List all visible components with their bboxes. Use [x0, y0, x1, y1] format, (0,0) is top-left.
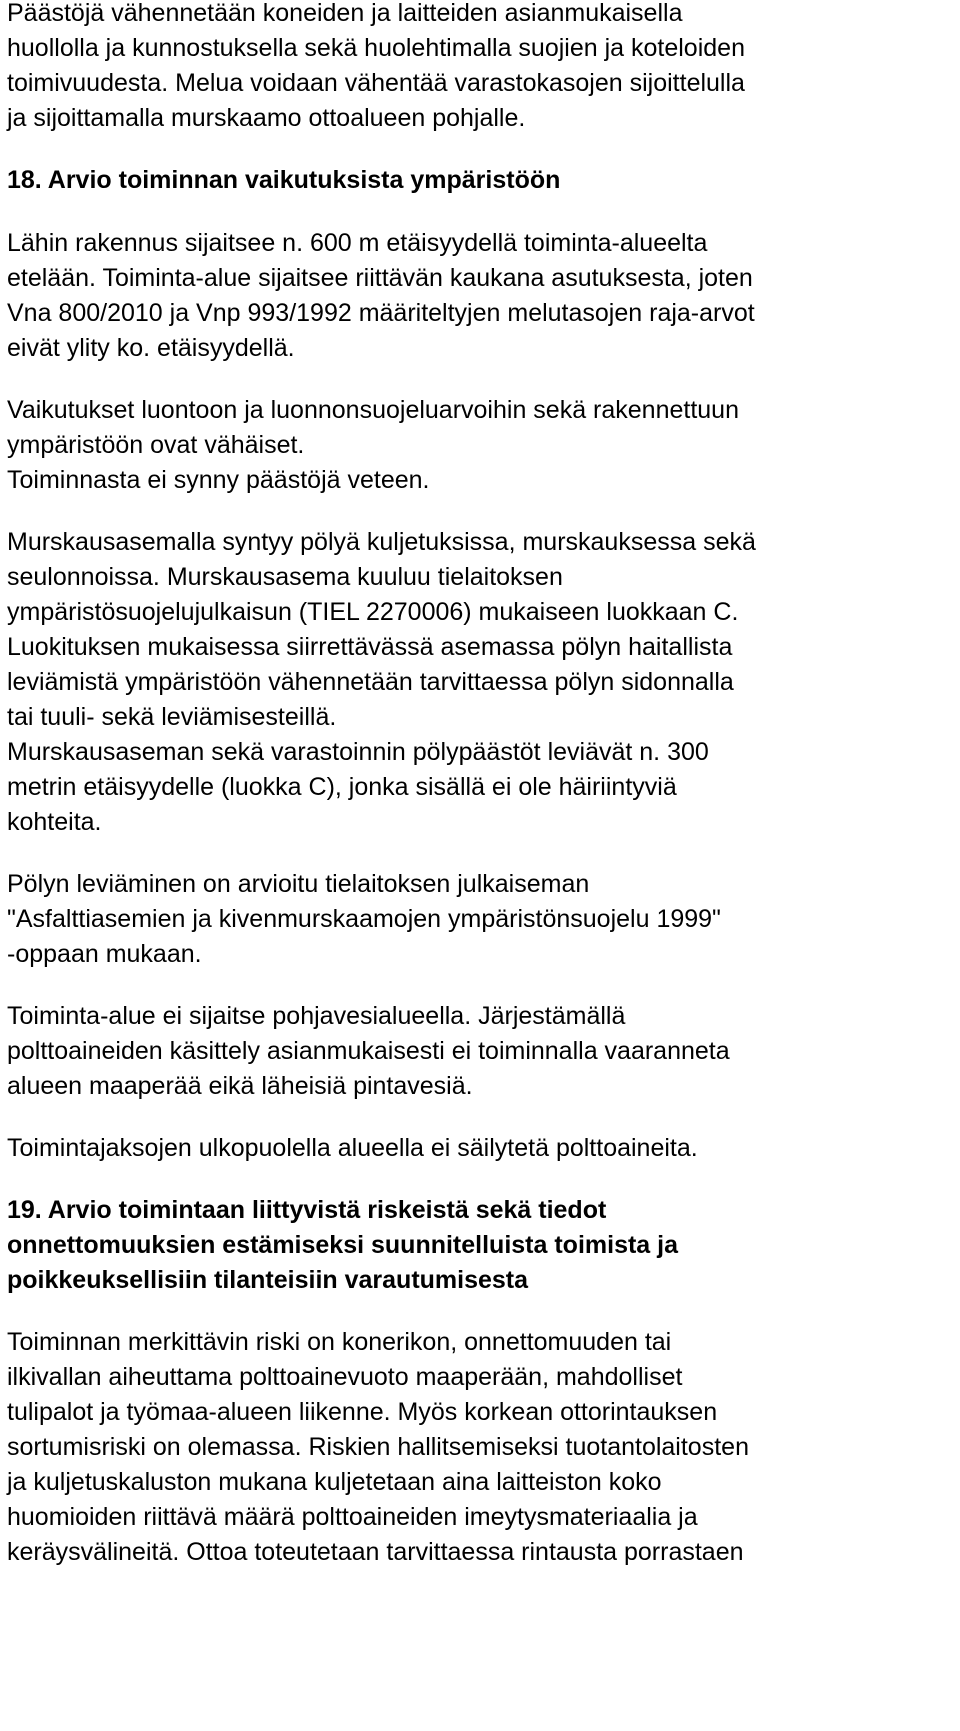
text-line: sortumisriski on olemassa. Riskien hallitsemiseksi tuotantolaitosten [7, 1433, 749, 1461]
text-line: Päästöjä vähennetään koneiden ja laitteiden asianmukaisella [7, 0, 683, 27]
text-line: Murskausasemalla syntyy pölyä kuljetuksissa, murskauksessa sekä [7, 528, 756, 556]
text-line: polttoaineiden käsittely asianmukaisesti ei toiminnalla vaaranneta [7, 1037, 730, 1065]
text-line: tai tuuli- sekä leviämisesteillä. [7, 703, 337, 731]
text-line: eivät ylity ko. etäisyydellä. [7, 334, 295, 362]
text-line: Toiminnan merkittävin riski on konerikon, onnettomuuden tai [7, 1328, 672, 1356]
text-line: Toimintajaksojen ulkopuolella alueella ei säilytetä polttoaineita. [7, 1134, 698, 1162]
text-line: keräysvälineitä. Ottoa toteutetaan tarvittaessa rintausta porrastaen [7, 1538, 744, 1566]
text-line: ja kuljetuskaluston mukana kuljetetaan aina laitteiston koko [7, 1468, 662, 1496]
text-line: leviämistä ympäristöön vähennetään tarvittaessa pölyn sidonnalla [7, 668, 734, 696]
section-heading-19: 19. Arvio toimintaan liittyvistä riskeistä sekä tiedot [7, 1196, 607, 1224]
text-line: toimivuudesta. Melua voidaan vähentää varastokasojen sijoittelulla [7, 69, 745, 97]
text-line: kohteita. [7, 808, 102, 836]
text-line: -oppaan mukaan. [7, 940, 202, 968]
section-heading-19: poikkeuksellisiin tilanteisiin varautumisesta [7, 1266, 529, 1294]
text-line: huomioiden riittävä määrä polttoaineiden imeytysmateriaalia ja [7, 1503, 698, 1531]
text-line: Vna 800/2010 ja Vnp 993/1992 määriteltyjen melutasojen raja-arvot [7, 299, 755, 327]
text-line: etelään. Toiminta-alue sijaitsee riittävän kaukana asutuksesta, joten [7, 264, 753, 292]
text-line: Pölyn leviäminen on arvioitu tielaitoksen julkaiseman [7, 870, 590, 898]
section-heading-19: onnettomuuksien estämiseksi suunnitelluista toimista ja [7, 1231, 678, 1259]
text-line: ilkivallan aiheuttama polttoainevuoto maaperään, mahdolliset [7, 1363, 683, 1391]
text-line: seulonnoissa. Murskausasema kuuluu tielaitoksen [7, 563, 563, 591]
text-line: tulipalot ja työmaa-alueen liikenne. Myös korkean ottorintauksen [7, 1398, 718, 1426]
text-line: ja sijoittamalla murskaamo ottoalueen pohjalle. [7, 104, 526, 132]
text-line: Luokituksen mukaisessa siirrettävässä asemassa pölyn haitallista [7, 633, 733, 661]
text-line: alueen maaperää eikä läheisiä pintavesiä. [7, 1072, 473, 1100]
text-line: Murskausaseman sekä varastoinnin pölypäästöt leviävät n. 300 [7, 738, 709, 766]
section-heading-18: 18. Arvio toiminnan vaikutuksista ympäristöön [7, 166, 561, 194]
text-line: Lähin rakennus sijaitsee n. 600 m etäisyydellä toiminta-alueelta [7, 229, 708, 257]
text-line: Vaikutukset luontoon ja luonnonsuojeluarvoihin sekä rakennettuun [7, 396, 739, 424]
text-line: ympäristösuojelujulkaisun (TIEL 2270006) mukaiseen luokkaan C. [7, 598, 739, 626]
text-line: "Asfalttiasemien ja kivenmurskaamojen ympäristönsuojelu 1999" [7, 905, 721, 933]
text-line: ympäristöön ovat vähäiset. [7, 431, 305, 459]
text-line: Toiminta-alue ei sijaitse pohjavesialueella. Järjestämällä [7, 1002, 626, 1030]
text-line: metrin etäisyydelle (luokka C), jonka sisällä ei ole häiriintyviä [7, 773, 677, 801]
text-line: huollolla ja kunnostuksella sekä huolehtimalla suojien ja koteloiden [7, 34, 745, 62]
text-line: Toiminnasta ei synny päästöjä veteen. [7, 466, 430, 494]
